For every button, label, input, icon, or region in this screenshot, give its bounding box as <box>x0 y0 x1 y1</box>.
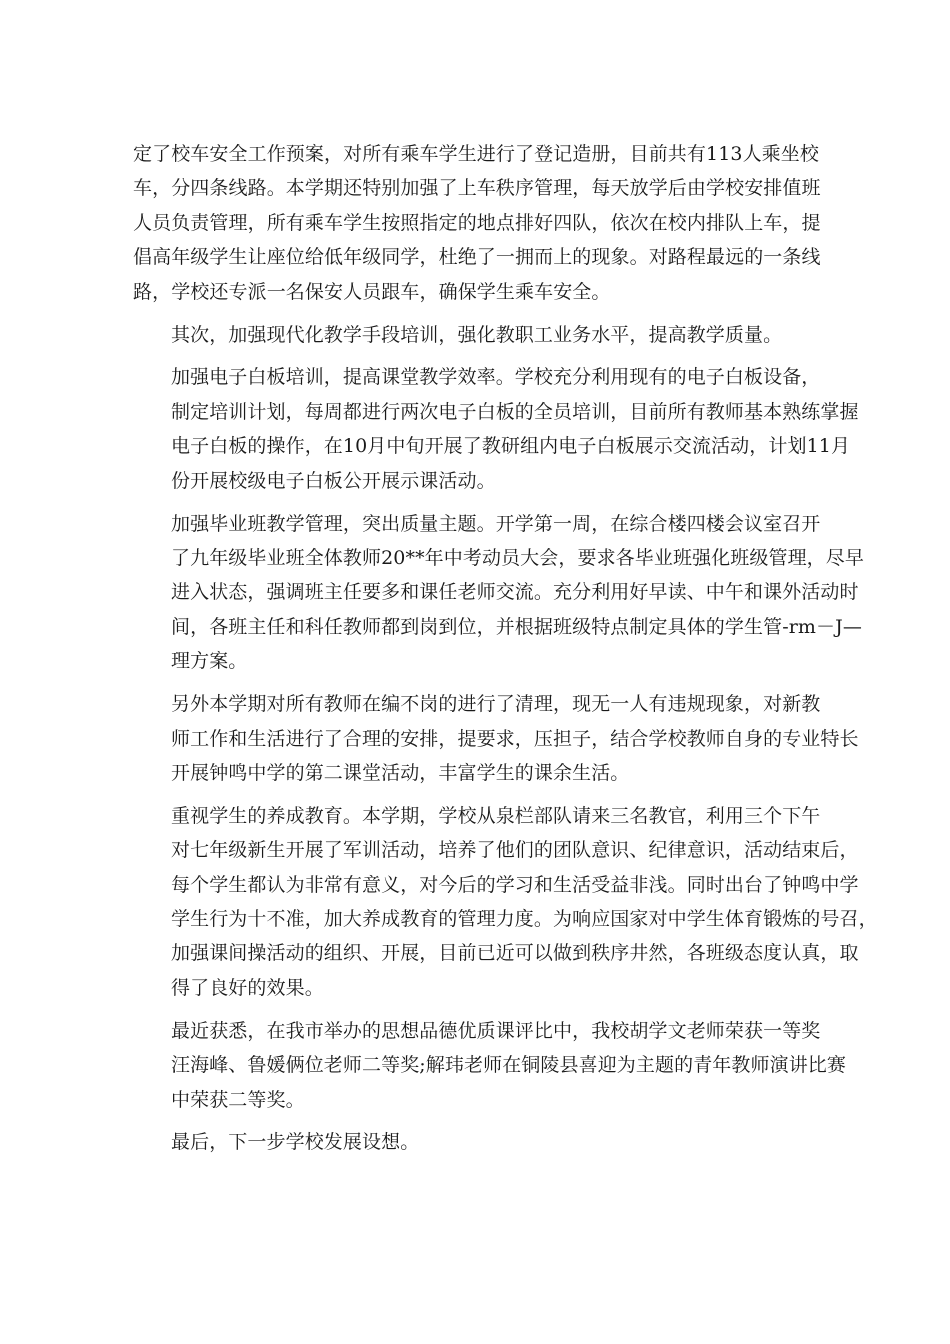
paragraph-finally <box>133 1125 833 1159</box>
text-line: 制定培训计划，每周都进行两次电子白板的全员培训，目前所有教师基本熟练掌握 <box>171 400 859 423</box>
text-line: 对七年级新生开展了军训活动，培养了他们的团队意识、纪律意识，活动结束后， <box>171 839 859 862</box>
text-line: 其次，加强现代化教学手段培训，强化教职工业务水平，提高教学质量。 <box>171 323 783 346</box>
paragraph-whiteboard-training <box>133 360 859 498</box>
text-line: 定了校车安全工作预案，对所有乘车学生进行了登记造册，目前共有113人乘坐校 <box>133 143 819 165</box>
text-line: 另外本学期对所有教师在编不岗的进行了清理，现无一人有违规现象，对新教 <box>171 693 821 716</box>
paragraph-teacher-arrangement <box>133 687 859 790</box>
text-line: 中荣获二等奖。 <box>171 1088 305 1111</box>
paragraph-habit-education <box>133 799 878 1005</box>
text-line: 开展钟鸣中学的第二课堂活动，丰富学生的课余生活。 <box>171 761 630 784</box>
text-line: 加强毕业班教学管理，突出质量主题。开学第一周，在综合楼四楼会议室召开 <box>171 512 821 535</box>
text-line: 汪海峰、鲁媛俩位老师二等奖;解玮老师在铜陵县喜迎为主题的青年教师演讲比赛 <box>171 1054 847 1077</box>
paragraph-awards <box>133 1014 847 1117</box>
text-line: 了九年级毕业班全体教师20**年中考动员大会，要求各毕业班强化班级管理，尽早 <box>171 546 864 569</box>
text-line: 每个学生都认为非常有意义，对今后的学习和生活受益非浅。同时出台了钟鸣中学 <box>171 873 859 896</box>
text-line: 最近获悉，在我市举办的思想品德优质课评比中，我校胡学文老师荣获一等奖 <box>171 1019 821 1042</box>
text-line: 倡高年级学生让座位给低年级同学，杜绝了一拥而上的现象。对路程最远的一条线 <box>133 246 821 269</box>
paragraph-school-bus <box>133 137 833 309</box>
text-line: 车，分四条线路。本学期还特别加强了上车秩序管理，每天放学后由学校安排值班 <box>133 177 821 200</box>
paragraph-secondly <box>133 318 833 352</box>
document-body <box>133 137 878 1168</box>
text-line: 得了良好的效果。 <box>171 976 324 999</box>
text-line: 加强电子白板培训，提高课堂教学效率。学校充分利用现有的电子白板设备， <box>171 366 821 389</box>
text-line: 师工作和生活进行了合理的安排，提要求，压担子，结合学校教师自身的专业特长 <box>171 727 859 750</box>
text-line: 路，学校还专派一名保安人员跟车，确保学生乘车安全。 <box>133 280 611 303</box>
text-line: 电子白板的操作，在10月中旬开展了教研组内电子白板展示交流活动，计划11月 <box>171 435 851 458</box>
paragraph-graduating-class <box>133 507 864 679</box>
text-line: 最后，下一步学校发展设想。 <box>171 1131 420 1154</box>
text-line: 重视学生的养成教育。本学期，学校从泉栏部队请来三名教官，利用三个下午 <box>171 804 821 827</box>
text-line: 间，各班主任和科任教师都到岗到位，并根据班级特点制定具体的学生管-rm－J— <box>171 615 862 638</box>
text-line: 理方案。 <box>171 650 248 673</box>
text-line: 人员负责管理，所有乘车学生按照指定的地点排好四队，依次在校内排队上车，提 <box>133 211 821 234</box>
text-line: 份开展校级电子白板公开展示课活动。 <box>171 469 496 492</box>
text-line: 学生行为十不准，加大养成教育的管理力度。为响应国家对中学生体育锻炼的号召， <box>171 908 878 931</box>
text-line: 加强课间操活动的组织、开展，目前已近可以做到秩序井然，各班级态度认真，取 <box>171 942 859 965</box>
text-line: 进入状态，强调班主任要多和课任老师交流。充分利用好早读、中午和课外活动时 <box>171 581 859 604</box>
